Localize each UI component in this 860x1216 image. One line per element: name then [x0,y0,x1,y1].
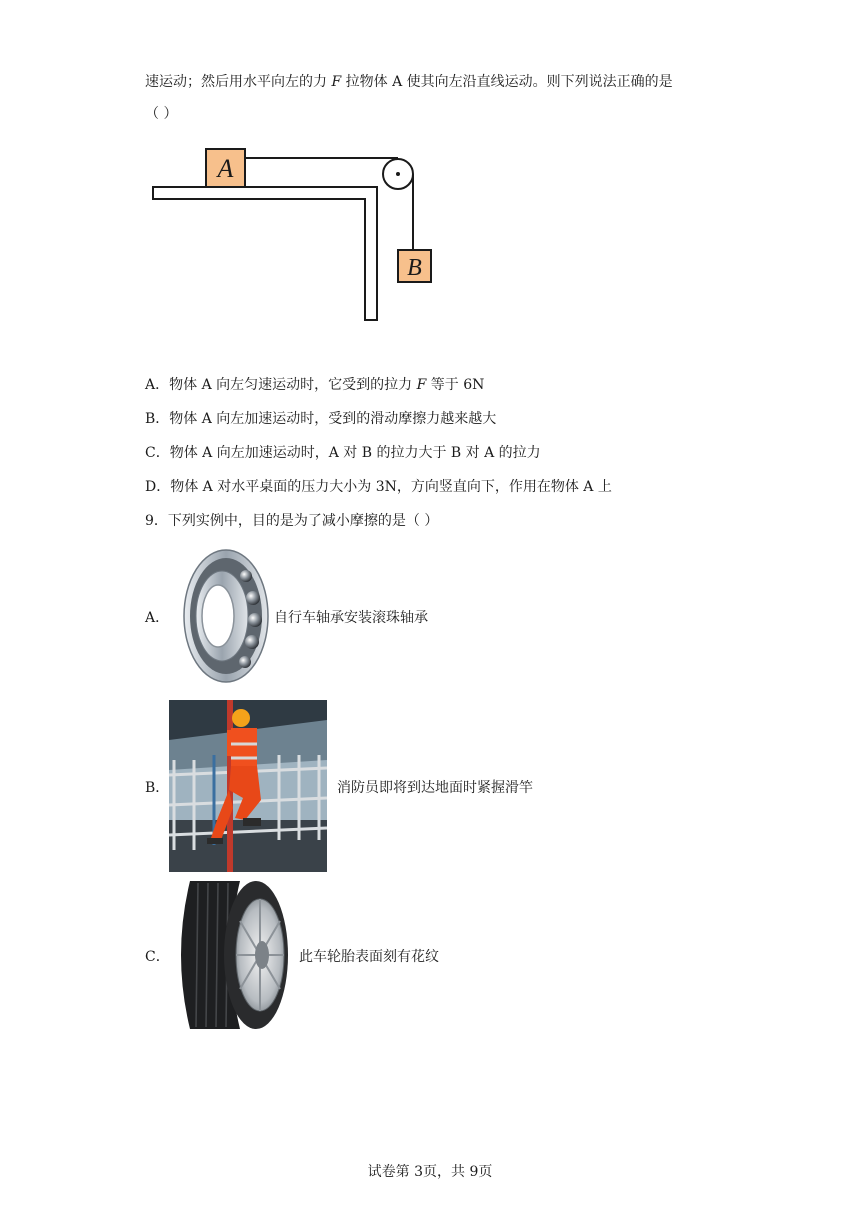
page-footer: 试卷第 3页，共 9页 [367,1164,493,1180]
q8-stem-text-b: 拉物体 A 使其向左沿直线运动。则下列说法正确的是 [341,74,673,90]
q9-stem: 9．下列实例中，目的是为了减小摩擦的是（ ） [145,513,439,529]
q9-option-b-letter: B． [145,780,170,796]
q9-option-a-letter: A． [145,610,170,626]
pulley-diagram [150,142,450,332]
ball-bearing-image [174,548,270,684]
option-text: 物体 A 向左加速运动时，A 对 B 的拉力大于 B 对 A 的拉力 [169,445,541,461]
q9-option-c-letter: C． [145,949,170,965]
block-a-label: A [217,154,234,183]
q9-option-a-text: 自行车轴承安装滚珠轴承 [274,610,428,626]
block-b-label: B [407,255,422,281]
force-symbol-f: F [331,74,342,90]
q8-option-b [145,409,496,429]
q8-option-c [145,443,541,463]
q9-option-c-text: 此车轮胎表面刻有花纹 [299,949,439,965]
option-text: 物体 A 对水平桌面的压力大小为 3N，方向竖直向下，作用在物体 A 上 [170,479,612,495]
car-tire-image [170,877,290,1033]
q8-stem-text-a: 速运动；然后用水平向左的力 [145,74,332,90]
table-outline [153,187,377,320]
q8-option-a [145,375,484,395]
option-letter: D． [145,479,171,495]
q8-answer-bracket: （ ） [145,106,178,122]
force-symbol-f: F [416,377,427,393]
option-text: 物体 A 向左匀速运动时，它受到的拉力 [169,377,417,393]
q8-option-d [145,477,612,497]
pulley-axle [396,172,400,176]
option-letter: A． [145,377,170,393]
option-letter: C． [145,445,170,461]
firefighter-image [169,700,327,872]
q8-stem-line1 [145,72,673,92]
option-text: 物体 A 向左加速运动时，受到的滑动摩擦力越来越大 [169,411,497,427]
option-letter: B． [145,411,170,427]
q9-option-b-text: 消防员即将到达地面时紧握滑竿 [337,780,533,796]
option-text-tail: 等于 6N [426,377,485,393]
